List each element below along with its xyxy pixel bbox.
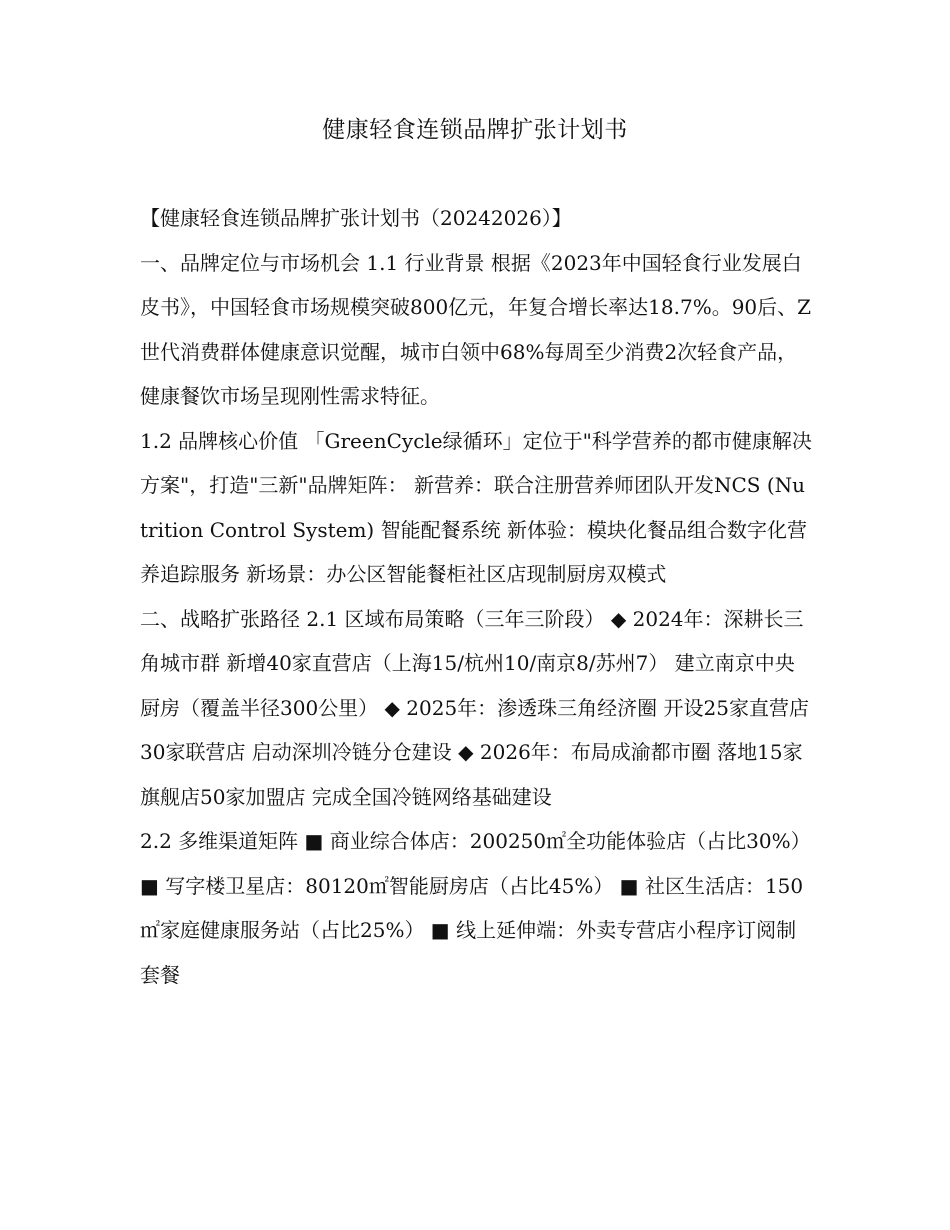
document-title: 健康轻食连锁品牌扩张计划书 <box>322 117 628 143</box>
document-body <box>140 196 812 997</box>
paragraph-market-opportunity: 一、品牌定位与市场机会 1.1 行业背景 根据《2023年中国轻食行业发展白皮书》，中国轻食市场规模突破800亿元，年复合增长率达18.7%。90后、Z世代消费群体健康意识觉醒，城市白领中68%每周至少消费2次轻食产品，健康餐饮市场呈现刚性需求特征。 <box>140 250 812 408</box>
paragraph-heading: 【健康轻食连锁品牌扩张计划书（20242026）】 <box>140 206 572 230</box>
paragraph-brand-value: 1.2 品牌核心价值 「GreenCycle绿循环」定位于"科学营养的都市健康解决方案"，打造"三新"品牌矩阵： 新营养：联合注册营养师团队开发NCS (Nutrition Control System) 智能配餐系统 新体验：模块化餐品组合数字化营养追踪服务 新场景：办公区智能餐柜社区店现制厨房双模式 <box>140 428 812 586</box>
paragraph-channel-matrix: 2.2 多维渠道矩阵 ■ 商业综合体店：200250㎡全功能体验店（占比30%） ■ 写字楼卫星店：80120㎡智能厨房店（占比45%） ■ 社区生活店：150㎡家庭健康服务站（占比25%） ■ 线上延伸端：外卖专营店小程序订阅制套餐 <box>140 829 811 987</box>
paragraph-expansion-path: 二、战略扩张路径 2.1 区域布局策略（三年三阶段） ◆ 2024年：深耕长三角城市群 新增40家直营店（上海15/杭州10/南京8/苏州7） 建立南京中央厨房（覆盖半径300公里） ◆ 2025年：渗透珠三角经济圈 开设25家直营店30家联营店 启动深圳冷链分仓建设 ◆ 2026年：布局成渝都市圈 落地15家旗舰店50家加盟店 完成全国冷链网络基础建设 <box>140 606 809 809</box>
